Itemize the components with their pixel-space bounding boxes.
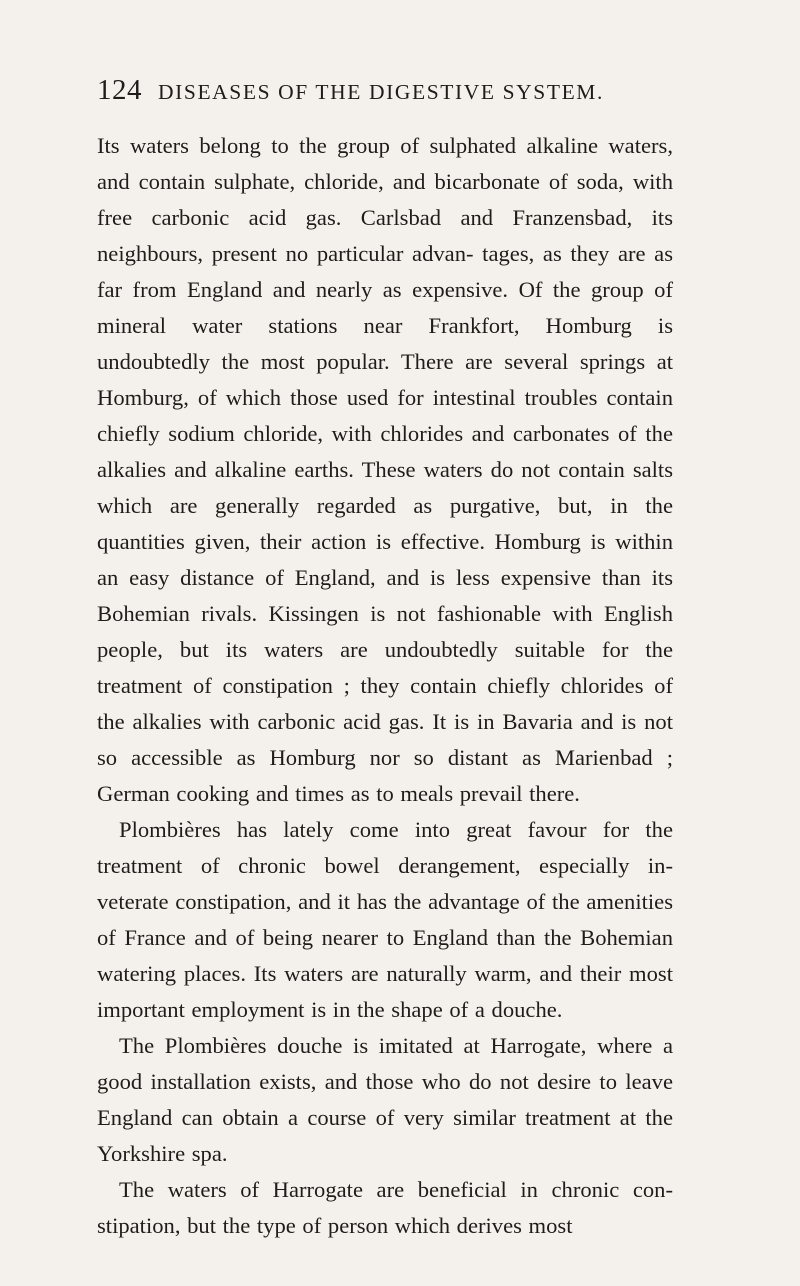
- paragraph-harrogate-waters: The waters of Harrogate are beneficial in chronic con- stipation, but the type of person which derives most: [97, 1177, 673, 1238]
- page-number: 124: [97, 74, 142, 106]
- paragraph-plombieres: Plombières has lately come into great favour for the treatment of chronic bowel derangement, especially in- veterate constipation, and it has the advantage of the amenities of France and of being nearer to England than the Bohemian watering places. Its waters are naturally warm, and their most important employment is in the shape of a douche.: [97, 817, 673, 1022]
- body-text: [97, 128, 673, 1244]
- running-head: [97, 74, 677, 114]
- paragraph-harrogate-douche: The Plombières douche is imitated at Harrogate, where a good installation exists, and those who do not desire to leave England can obtain a course of very similar treatment at the Yorkshire spa.: [97, 1033, 673, 1166]
- running-title: DISEASES OF THE DIGESTIVE SYSTEM.: [158, 80, 604, 104]
- paragraph-spa-comparison: Its waters belong to the group of sulphated alkaline waters, and contain sulphate, chloride, and bicarbonate of soda, with free carbonic acid gas. Carlsbad and Franzensbad, its neighbours, present no particular advan- tages, as they are as far from England and nearly as expensive. Of the group of mineral water stations near Frankfort, Homburg is undoubtedly the most popular. There are several springs at Homburg, of which those used for intestinal troubles contain chiefly sodium chloride, with chlorides and carbonates of the alkalies and alkaline earths. These waters do not contain salts which are generally regarded as purgative, but, in the quantities given, their action is effective. Homburg is within an easy distance of England, and is less expensive than its Bohemian rivals. Kissingen is not fashionable with English people, but its waters are undoubtedly suitable for the treatment of constipation ; they contain chiefly chlorides of the alkalies with carbonic acid gas. It is in Bavaria and is not so accessible as Homburg nor so distant as Marienbad ; German cooking and times as to meals prevail there.: [97, 133, 673, 806]
